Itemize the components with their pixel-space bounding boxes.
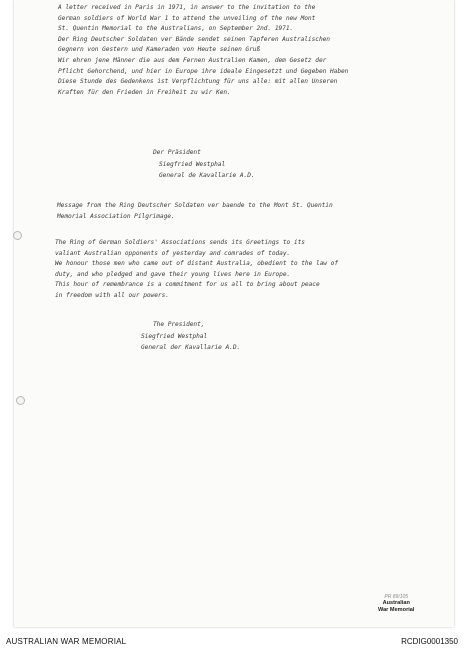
signature-rank: General der Kavallarie A.D. — [141, 344, 241, 351]
footer-item-id: RCDIG0001350 — [401, 637, 458, 646]
text-line: Diese Stunde des Gedenkens ist Verpflichtung für uns alle: mit allen Unseren — [58, 78, 338, 86]
text-line: valiant Australian opponents of yesterday and comrades of today. — [55, 249, 291, 257]
text-line: Kraften für den Frieden in Freiheit zu wir Ken. — [58, 88, 231, 96]
text-line: A letter received in Paris in 1971, in answer to the invitation to the — [58, 4, 316, 11]
text-line: Message from the Ring Deutscher Soldaten ver baende to the Mont St. Quentin — [57, 202, 333, 209]
signature-title: Der Präsident — [153, 149, 201, 156]
english-signature-block — [141, 319, 240, 354]
text-line: Pflicht Gehorchend, und hier in Europe ihre ideale Eingesetzt und Gegeben Haben — [58, 67, 349, 75]
english-heading — [57, 201, 333, 222]
awm-stamp — [378, 594, 414, 613]
text-line: Memorial Association Pilgrimage. — [57, 212, 175, 220]
signature-name: Siegfried Westphal — [141, 332, 208, 340]
document-page — [14, 0, 454, 627]
german-signature-block — [153, 147, 255, 182]
text-line: Gegnern von Gestern und Kameraden von Heute seinen Gruß — [58, 46, 261, 54]
text-line: This hour of remembrance is a commitment for us all to bring about peace — [55, 281, 320, 289]
footer-collection-label: AUSTRALIAN WAR MEMORIAL — [6, 637, 127, 646]
text-line: The Ring of German Soldiers' Associations sends its Greetings to its — [55, 239, 305, 246]
signature-title: The President, — [153, 321, 205, 328]
text-line: duty, and who pledged and gave their young lives here in Europe. — [55, 270, 291, 278]
stamp-line: War Memorial — [378, 606, 415, 613]
text-line: We honour those men who came out of distant Australia, obedient to the law of — [55, 260, 338, 268]
text-line: German soldiers of World War 1 to attend the unveiling of the new Mont — [58, 14, 316, 22]
punch-hole — [13, 231, 22, 240]
signature-name: Siegfried Westphal — [159, 160, 226, 168]
stamp-reference: PR 89/105 — [384, 594, 409, 600]
english-letter — [55, 238, 338, 302]
signature-rank: General de Kavallarie A.D. — [159, 172, 255, 179]
text-line: St. Quentin Memorial to the Australians, on September 2nd. 1971. — [58, 25, 294, 33]
text-line: Wir ehren jene Männer die aus dem Fernen Australien Kamen, dem Gesetz der — [58, 56, 327, 64]
text-line: Der Ring Deutscher Soldaten ver Bände sendet seinen Tapferen Australischen — [58, 35, 330, 43]
german-letter — [58, 3, 348, 98]
punch-hole — [16, 396, 25, 405]
stamp-line: Australian — [382, 600, 410, 607]
text-line: in freedom with all our powers. — [55, 291, 169, 299]
